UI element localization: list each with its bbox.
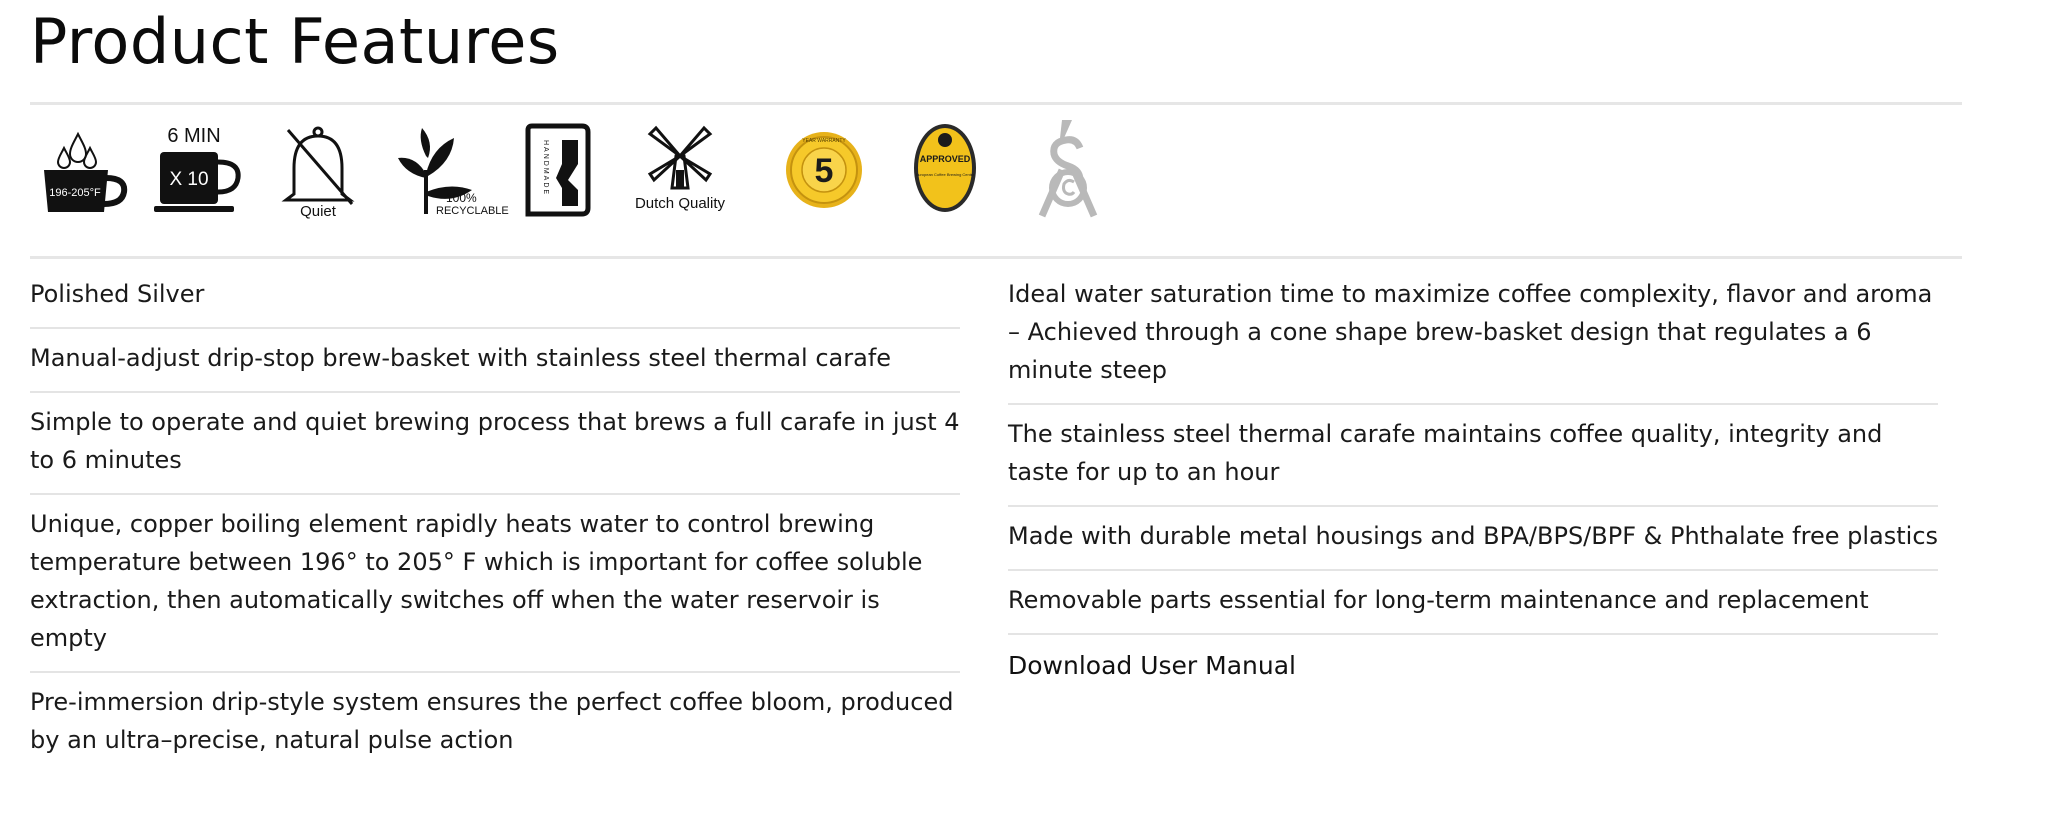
feature-item: Made with durable metal housings and BPA/BPS/BPF & Phthalate free plastics — [1008, 507, 1938, 571]
feature-item: Simple to operate and quiet brewing process that brews a full carafe in just 4 to 6 minutes — [30, 393, 960, 495]
temperature-label: 196-205°F — [49, 187, 101, 199]
handmade-label: HANDMADE — [542, 140, 549, 197]
warranty-seal-icon — [782, 118, 866, 218]
recyclable-percent: 100% — [446, 191, 477, 205]
windmill-icon — [630, 118, 730, 218]
feature-item: Unique, copper boiling element rapidly heats water to control brewing temperature between 196° to 205° F which is important for coffee soluble extraction, then automatically switches off when the water reservoir is empty — [30, 495, 960, 673]
warranty-text: YEAR WARRANTY — [802, 138, 846, 144]
page-title: Product Features — [30, 5, 560, 78]
feature-column-right — [1008, 265, 1938, 685]
feature-item: Polished Silver — [30, 265, 960, 329]
brew-time-label: 6 MIN — [167, 125, 221, 147]
approved-label: APPROVED — [919, 154, 971, 164]
divider — [30, 102, 1962, 105]
download-user-manual-link[interactable]: Download User Manual — [1008, 651, 1296, 680]
feature-item: Pre-immersion drip-style system ensures the perfect coffee bloom, produced by an ultra–precise, natural pulse action — [30, 688, 954, 754]
feature-icons-row — [30, 118, 1962, 238]
ecbc-label: European Coffee Brewing Centre — [915, 172, 975, 177]
temperature-cup-icon — [38, 118, 128, 218]
brew-time-icon — [154, 118, 244, 218]
quiet-label: Quiet — [300, 203, 336, 220]
recyclable-label: RECYCLABLE — [436, 205, 509, 217]
quiet-bell-icon — [280, 118, 360, 218]
feature-item: Manual-adjust drip-stop brew-basket with stainless steel thermal carafe — [30, 329, 960, 393]
feature-item: Ideal water saturation time to maximize coffee complexity, flavor and aroma – Achieved through a cone shape brew-basket design that regulates a 6 minute steep — [1008, 265, 1938, 405]
warranty-years: 5 — [814, 152, 834, 190]
handmade-brewer-icon — [518, 118, 598, 218]
brew-count-label: X 10 — [169, 169, 209, 190]
divider — [30, 256, 1962, 259]
feature-item: Removable parts essential for long-term maintenance and replacement — [1008, 571, 1938, 635]
dutch-quality-label: Dutch Quality — [634, 195, 726, 212]
feature-item: The stainless steel thermal carafe maintains coffee quality, integrity and taste for up to an hour — [1008, 405, 1938, 507]
recyclable-plant-icon — [392, 118, 509, 218]
ecbc-approved-icon — [912, 118, 978, 218]
feature-column-left — [30, 265, 960, 773]
certification-mark-icon — [1032, 118, 1102, 218]
